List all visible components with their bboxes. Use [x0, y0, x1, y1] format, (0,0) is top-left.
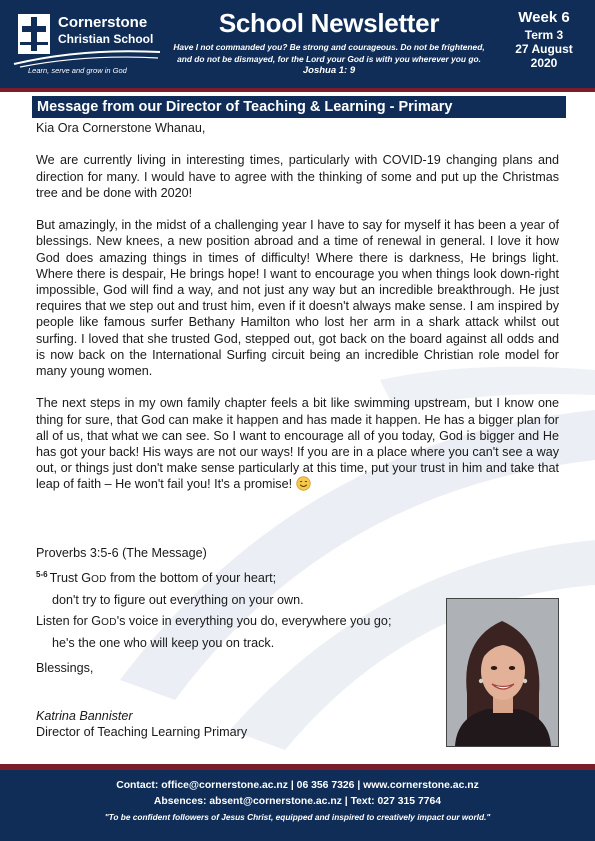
signature-block — [36, 660, 247, 741]
proverbs-reference: Proverbs 3:5-6 (The Message) — [36, 546, 207, 560]
paragraph-2: But amazingly, in the midst of a challenging year I have to say for myself it has been a year of blessings. New knees, a new position abroad and a time of renewal in general. I love it how God does amazing things in times of difficulty! Where there is darkness, He brings light. Where there is despair, He brings hope! I want to encourage you when things look down-right impossible, God will find a way, and not just any way but an incredible breakthrough. He just requires that we step out and trust him, even if it doesn't always make sense. I am inspired by people like famous surfer Bethany Hamilton who lost her arm in a shark attack whilst out surfing. I loved that she trusted God, stepped out, got back on the board against all odds and is now back on the International Surfing circuit being an incredible Christian role model for many young women. — [36, 218, 559, 379]
smiley-icon — [296, 476, 311, 491]
week-label: Week 6 — [518, 9, 570, 26]
proverbs-line-1 — [36, 564, 456, 590]
proverbs-line-3-smallcaps: OD — [101, 617, 117, 628]
paragraph-1: We are currently living in interesting times, particularly with COVID-19 changing plans and direction for many. I would have to agree with the thinking of some and put up the Christmas tree and be done with 2020! — [36, 153, 559, 200]
author-name: Katrina Bannister — [36, 708, 133, 723]
proverbs-line-3 — [36, 611, 456, 633]
swoosh-icon — [12, 46, 162, 68]
paragraph-3 — [36, 395, 559, 492]
school-name-line1: Cornerstone — [58, 14, 148, 31]
newsletter-header — [0, 0, 595, 88]
proverbs-line-1-smallcaps: OD — [91, 574, 107, 585]
signoff: Blessings, — [36, 661, 94, 675]
author-photo — [446, 598, 559, 747]
article-heading: Message from our Director of Teaching & Learning - Primary — [32, 96, 566, 118]
date-label: 27 August — [515, 42, 573, 56]
greeting: Kia Ora Cornerstone Whanau, — [36, 121, 206, 135]
paragraph-3-text: The next steps in my own family chapter feels a bit like swimming upstream, but I know one thing for sure, that God can make it happen and has made it happen. He has a bigger plan for all of us, that what we can see. So I want to encourage all of you today, God is bigger and He has got your back! His ways are not our ways! If you are in a place where you can't see a way out, or things just don't make sense particularly at this time, put your trust in him and take that leap of faith – He won't fail you! It's a promise! — [36, 396, 559, 492]
proverbs-line-1b: from the bottom of your heart; — [106, 571, 277, 585]
proverbs-passage — [36, 543, 456, 654]
header-verse — [170, 42, 488, 77]
verse-number: 5-6 — [36, 570, 48, 579]
proverbs-line-3b: 's voice in everything you do, everywhere you go; — [116, 614, 392, 628]
proverbs-line-1a: Trust G — [49, 571, 92, 585]
proverbs-line-2: don't try to figure out everything on your own. — [52, 593, 304, 607]
header-divider — [0, 88, 595, 92]
footer-contact: Contact: office@cornerstone.ac.nz | 06 356 7326 | www.cornerstone.ac.nz — [116, 780, 479, 791]
issue-info — [500, 8, 588, 70]
school-tagline: Learn, serve and grow in God — [28, 66, 127, 75]
footer-absences: Absences: absent@cornerstone.ac.nz | Text: 027 315 7764 — [153, 796, 442, 807]
proverbs-line-3a: Listen for G — [36, 614, 102, 628]
footer-motto: "To be confident followers of Jesus Christ, equipped and inspired to creatively impact our world." — [104, 812, 491, 822]
newsletter-title: School Newsletter — [218, 8, 440, 38]
article-body — [36, 120, 559, 509]
author-title: Director of Teaching Learning Primary — [36, 725, 248, 739]
proverbs-line-4: he's the one who will keep you on track. — [52, 636, 275, 650]
newsletter-footer — [0, 770, 595, 841]
header-verse-text: Have I not commanded you? Be strong and courageous. Do not be frightened, and do not be dismayed, for the Lord your God is with you wherever you go. — [173, 42, 485, 64]
school-name-line2: Christian School — [58, 32, 154, 46]
header-verse-ref: Joshua 1: 9 — [302, 65, 356, 76]
year-label: 2020 — [530, 56, 558, 70]
term-label: Term 3 — [524, 28, 564, 42]
school-logo — [10, 8, 170, 80]
